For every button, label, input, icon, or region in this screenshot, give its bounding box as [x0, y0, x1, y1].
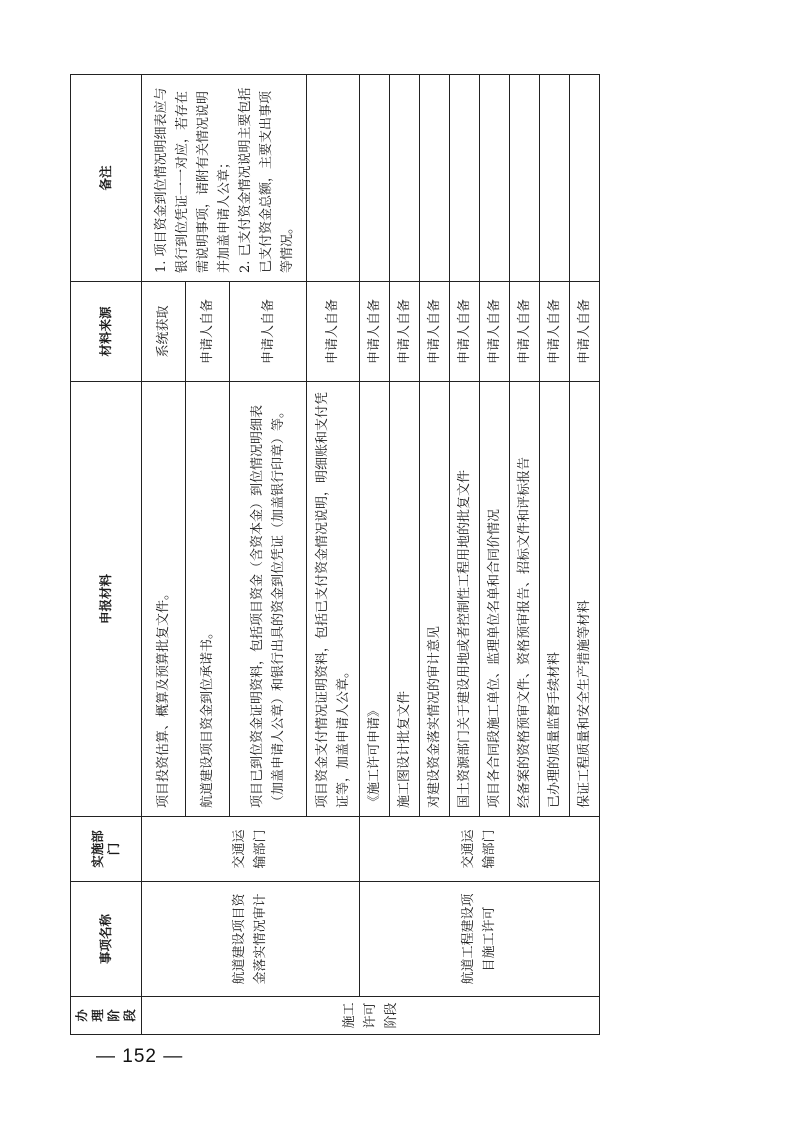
notes-cell-empty	[509, 75, 539, 282]
notes-cell-empty	[449, 75, 479, 282]
material-cell: 《施工许可申请》	[359, 382, 389, 817]
source-cell: 申请人自备	[509, 282, 539, 382]
material-cell: 国土资源部门关于建设用地或者控制性工程用地的批复文件	[449, 382, 479, 817]
source-cell: 申请人自备	[449, 282, 479, 382]
notes-cell-empty	[479, 75, 509, 282]
notes-cell-empty	[539, 75, 569, 282]
notes-cell-empty	[307, 75, 360, 282]
material-cell: 航道建设项目资金到位承诺书。	[186, 382, 230, 817]
header-item-name: 事项名称	[71, 882, 142, 997]
table-row	[142, 75, 186, 1035]
application-materials-table	[70, 74, 600, 1035]
material-cell: 项目各合同段施工单位、监理单位名单和合同价情况	[479, 382, 509, 817]
source-cell: 申请人自备	[479, 282, 509, 382]
stage-cell: 施工许可阶段	[142, 997, 600, 1035]
notes-cell-empty	[569, 75, 599, 282]
material-cell: 已办理的质量监督手续材料	[539, 382, 569, 817]
page-number: — 152 —	[96, 1046, 184, 1067]
material-cell: 施工图设计批复文件	[389, 382, 419, 817]
header-stage: 办理阶段	[71, 997, 142, 1035]
material-cell: 对建设资金落实情况的审计意见	[419, 382, 449, 817]
source-cell: 系统获取	[142, 282, 186, 382]
notes-cell-empty	[389, 75, 419, 282]
header-notes: 备注	[71, 75, 142, 282]
material-cell: 项目投资估算、概算及预算批复文件。	[142, 382, 186, 817]
department-cell: 交通运输部门	[142, 817, 360, 882]
header-materials: 申报材料	[71, 382, 142, 817]
material-cell: 经备案的资格预审文件、资格预审报告、招标文件和评标报告	[509, 382, 539, 817]
item-name-cell: 航道建设项目资金落实情况审计	[142, 882, 360, 997]
table-row	[359, 75, 389, 1035]
source-cell: 申请人自备	[307, 282, 360, 382]
material-cell: 项目资金支付情况证明资料，包括已支付资金情况说明，明细账和支付凭证等，加盖申请人公章。	[307, 382, 360, 817]
department-cell: 交通运输部门	[359, 817, 599, 882]
source-cell: 申请人自备	[186, 282, 230, 382]
material-cell: 项目已到位资金证明资料，包括项目资金（含资本金）到位情况明细表（加盖申请人公章）和银行出具的资金到位凭证（加盖银行印章）等。	[230, 382, 307, 817]
notes-cell-empty	[359, 75, 389, 282]
source-cell: 申请人自备	[419, 282, 449, 382]
source-cell: 申请人自备	[230, 282, 307, 382]
source-cell: 申请人自备	[359, 282, 389, 382]
rotated-table-page	[70, 75, 600, 1035]
source-cell: 申请人自备	[539, 282, 569, 382]
item-name-cell: 航道工程建设项目施工许可	[359, 882, 599, 997]
header-source: 材料来源	[71, 282, 142, 382]
header-department: 实施部门	[71, 817, 142, 882]
source-cell: 申请人自备	[389, 282, 419, 382]
notes-cell-empty	[419, 75, 449, 282]
table-header-row	[71, 75, 142, 1035]
notes-cell: 1. 项目资金到位情况明细表应与银行到位凭证一一对应，若存在需说明事项，请附有关情况说明并加盖申请人公章； 2. 已支付资金情况说明主要包括已支付资金总额，主要支出事项等情况。	[142, 75, 307, 282]
source-cell: 申请人自备	[569, 282, 599, 382]
material-cell: 保证工程质量和安全生产措施等材料	[569, 382, 599, 817]
